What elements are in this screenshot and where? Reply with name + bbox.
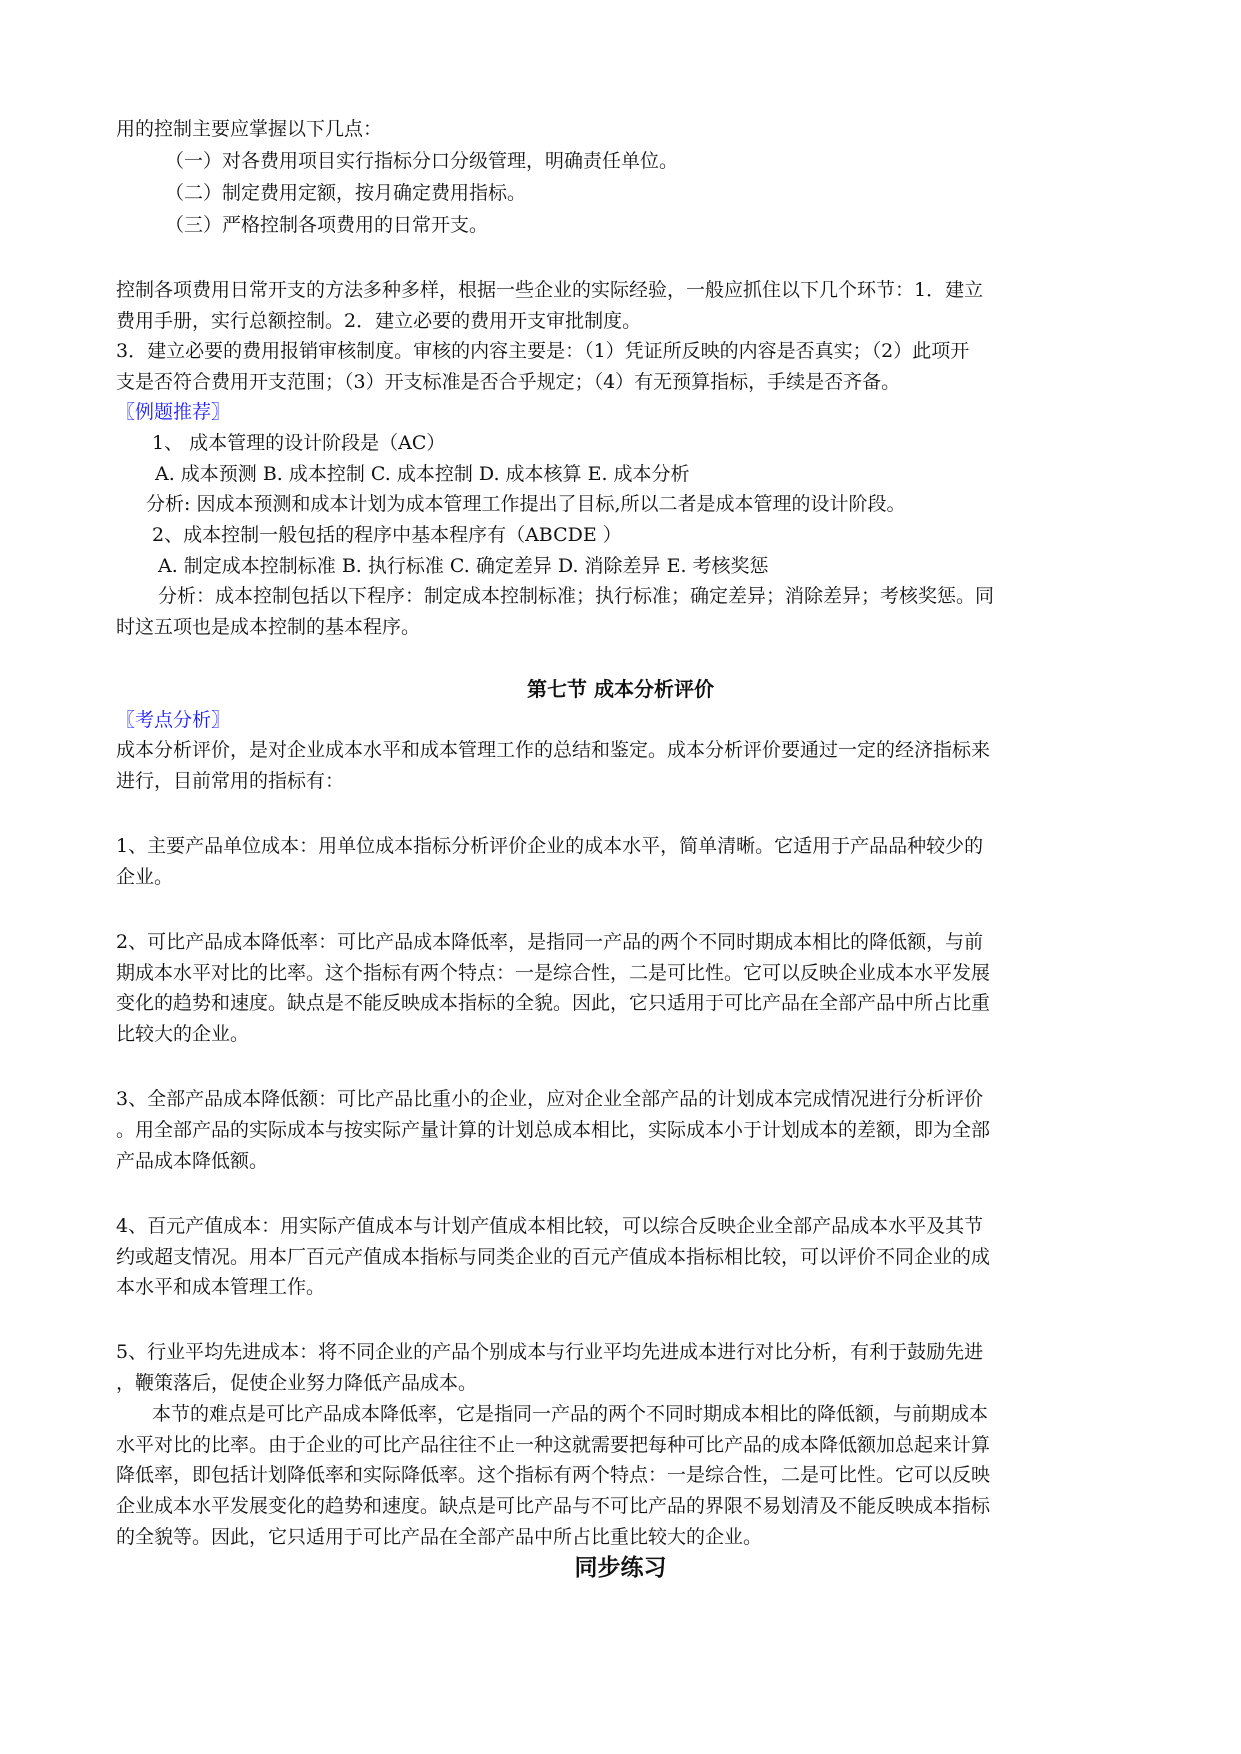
indicator-2-line: 比较大的企业。 — [116, 1023, 250, 1045]
examples-label: 〖例题推荐〗 — [116, 401, 231, 423]
example-analysis-2: 分析：成本控制包括以下程序：制定成本控制标准；执行标准；确定差异；消除差异；考核奖惩。同 — [158, 585, 995, 607]
example-options-1: A. 成本预测 B. 成本控制 C. 成本控制 D. 成本核算 E. 成本分析 — [155, 463, 690, 485]
section-title: 第七节 成本分析评价 — [527, 677, 714, 701]
summary-line: 降低率，即包括计划降低率和实际降低率。这个指标有两个特点：一是综合性，二是可比性。它可以反映 — [116, 1464, 991, 1486]
section-intro-line: 进行，目前常用的指标有： — [116, 770, 345, 792]
indicator-4-line: 本水平和成本管理工作。 — [116, 1276, 326, 1298]
indicator-4-line: 约或超支情况。用本厂百元产值成本指标与同类企业的百元产值成本指标相比较，可以评价不同企业的成 — [116, 1246, 991, 1268]
intro-lead: 用的控制主要应掌握以下几点： — [116, 118, 383, 140]
control-methods-line: 支是否符合费用开支范围；（3）开支标准是否合乎规定；（4）有无预算指标，手续是否齐备。 — [116, 371, 901, 393]
control-methods-line: 3．建立必要的费用报销审核制度。审核的内容主要是：（1）凭证所反映的内容是否真实；（2）此项开 — [116, 340, 970, 362]
practice-title: 同步练习 — [574, 1555, 667, 1581]
summary-line: 本节的难点是可比产品成本降低率，它是指同一产品的两个不同时期成本相比的降低额，与前期成本 — [152, 1403, 989, 1425]
control-methods-line: 控制各项费用日常开支的方法多种多样，根据一些企业的实际经验，一般应抓住以下几个环节：1．建立 — [116, 279, 984, 301]
indicator-3-line: 。用全部产品的实际成本与按实际产量计算的计划总成本相比，实际成本小于计划成本的差额，即为全部 — [116, 1119, 991, 1141]
intro-point: （三）严格控制各项费用的日常开支。 — [165, 214, 489, 236]
example-question-2: 2、成本控制一般包括的程序中基本程序有（ABCDE ） — [152, 524, 622, 546]
example-options-2: A. 制定成本控制标准 B. 执行标准 C. 确定差异 D. 消除差异 E. 考核奖惩 — [158, 555, 769, 577]
example-analysis-2-cont: 时这五项也是成本控制的基本程序。 — [116, 616, 421, 638]
indicator-2-line: 期成本水平对比的比率。这个指标有两个特点：一是综合性，二是可比性。它可以反映企业成本水平发展 — [116, 962, 991, 984]
indicator-1-line: 1、主要产品单位成本：用单位成本指标分析评价企业的成本水平，简单清晰。它适用于产品品种较少的 — [116, 835, 984, 857]
section-label: 〖考点分析〗 — [116, 709, 231, 731]
example-analysis-1: 分析: 因成本预测和成本计划为成本管理工作提出了目标,所以二者是成本管理的设计阶段。 — [146, 493, 906, 515]
control-methods-line: 费用手册，实行总额控制。2．建立必要的费用开支审批制度。 — [116, 310, 642, 332]
indicator-2-line: 2、可比产品成本降低率：可比产品成本降低率，是指同一产品的两个不同时期成本相比的降低额，与前 — [116, 931, 984, 953]
indicator-4-line: 4、百元产值成本：用实际产值成本与计划产值成本相比较，可以综合反映企业全部产品成本水平及其节 — [116, 1215, 984, 1237]
summary-line: 企业成本水平发展变化的趋势和速度。缺点是可比产品与不可比产品的界限不易划清及不能反映成本指标 — [116, 1495, 991, 1517]
example-question-1: 1、 成本管理的设计阶段是（AC） — [152, 432, 446, 454]
intro-point: （一）对各费用项目实行指标分口分级管理，明确责任单位。 — [165, 150, 679, 172]
summary-line: 水平对比的比率。由于企业的可比产品往往不止一种这就需要把每种可比产品的成本降低额加总起来计算 — [116, 1434, 991, 1456]
indicator-1-line: 企业。 — [116, 866, 174, 888]
intro-point: （二）制定费用定额，按月确定费用指标。 — [165, 182, 527, 204]
indicator-5-line: ，鞭策落后，促使企业努力降低产品成本。 — [116, 1372, 478, 1394]
section-intro-line: 成本分析评价，是对企业成本水平和成本管理工作的总结和鉴定。成本分析评价要通过一定的经济指标来 — [116, 739, 991, 761]
indicator-5-line: 5、行业平均先进成本：将不同企业的产品个别成本与行业平均先进成本进行对比分析，有利于鼓励先进 — [116, 1341, 984, 1363]
indicator-3-line: 产品成本降低额。 — [116, 1150, 269, 1172]
summary-line: 的全貌等。因此，它只适用于可比产品在全部产品中所占比重比较大的企业。 — [116, 1526, 763, 1548]
indicator-2-line: 变化的趋势和速度。缺点是不能反映成本指标的全貌。因此，它只适用于可比产品在全部产品中所占比重 — [116, 992, 991, 1014]
indicator-3-line: 3、全部产品成本降低额：可比产品比重小的企业，应对企业全部产品的计划成本完成情况进行分析评价 — [116, 1088, 984, 1110]
